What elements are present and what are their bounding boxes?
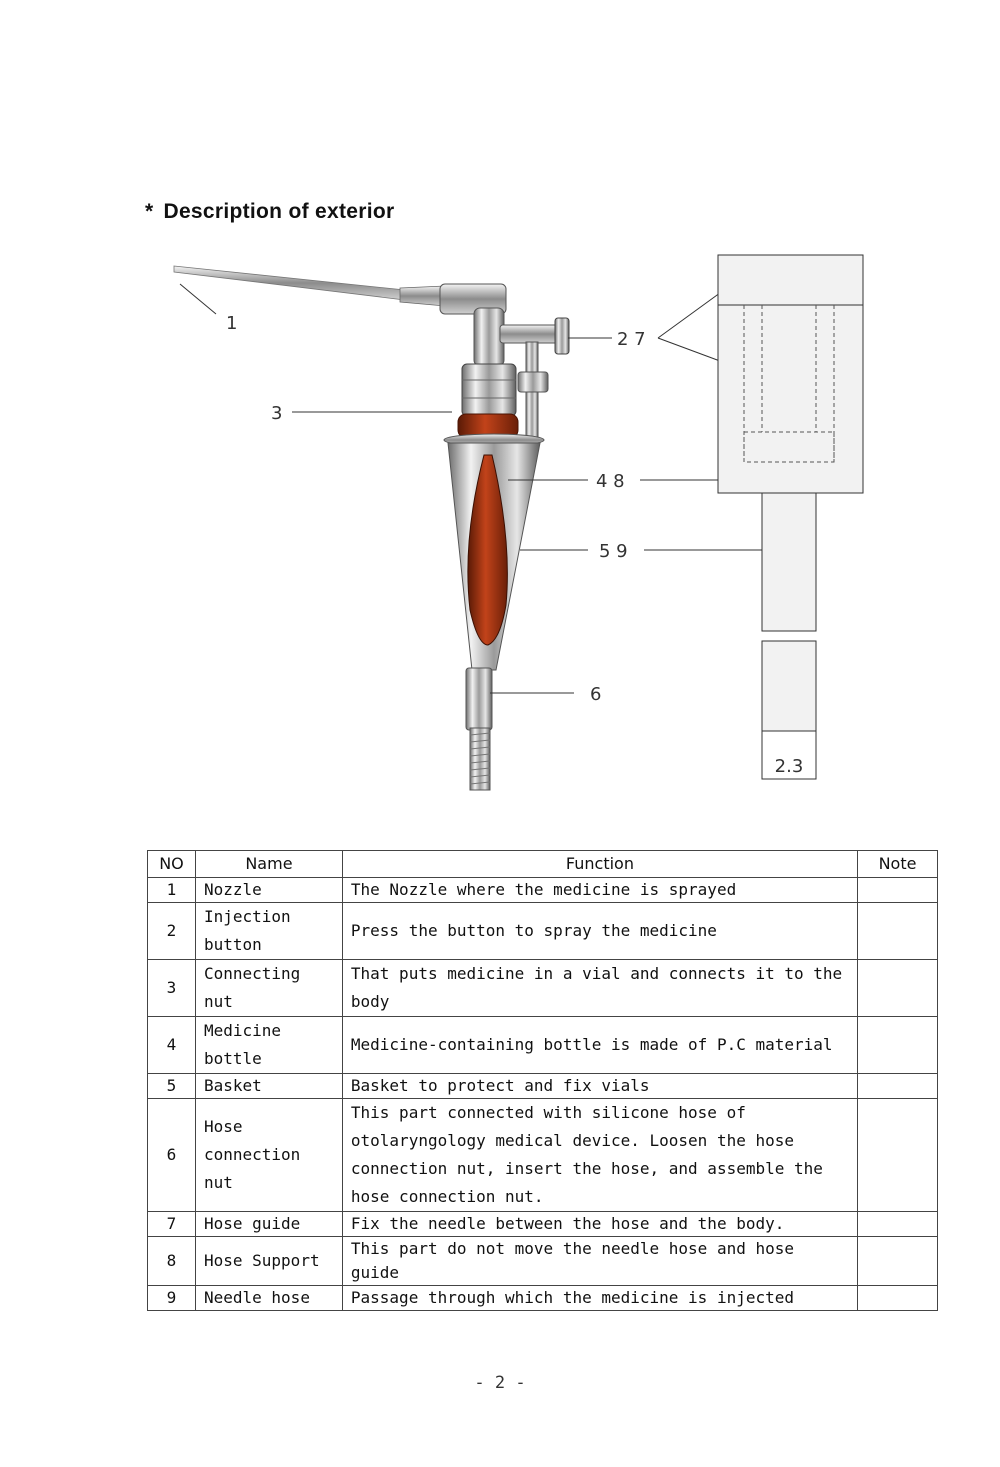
connecting-nut-graphic bbox=[462, 364, 516, 416]
spray-device-illustration bbox=[174, 266, 569, 790]
callout-2-7: 2 7 bbox=[617, 329, 646, 350]
threaded-end bbox=[470, 728, 490, 790]
row-no: 3 bbox=[148, 960, 196, 1017]
row-note bbox=[858, 1286, 938, 1311]
row-no: 7 bbox=[148, 1212, 196, 1237]
nozzle-needle bbox=[174, 266, 405, 300]
row-name: Hose connection nut bbox=[195, 1099, 342, 1212]
header-function: Function bbox=[342, 851, 857, 878]
table-row bbox=[148, 1074, 938, 1099]
callout-5-9: 5 9 bbox=[599, 541, 628, 562]
table-row bbox=[148, 1286, 938, 1311]
row-name: Connecting nut bbox=[195, 960, 342, 1017]
row-function: This part connected with silicone hose of otolaryngology medical device. Loosen the hose connection nut, insert the hose, and assemble the hose connection nut. bbox=[342, 1099, 857, 1212]
callout-4-8: 4 8 bbox=[596, 471, 625, 492]
row-note bbox=[858, 1074, 938, 1099]
row-function: Basket to protect and fix vials bbox=[342, 1074, 857, 1099]
header-name: Name bbox=[195, 851, 342, 878]
page-number: - 2 - bbox=[474, 1373, 526, 1393]
row-no: 8 bbox=[148, 1237, 196, 1286]
callout-1: 1 bbox=[226, 313, 238, 334]
row-name: Medicine bottle bbox=[195, 1017, 342, 1074]
table-row bbox=[148, 1099, 938, 1212]
nozzle-tip-collar bbox=[400, 286, 445, 306]
row-no: 5 bbox=[148, 1074, 196, 1099]
row-function: Passage through which the medicine is injected bbox=[342, 1286, 857, 1311]
row-name: Hose guide bbox=[195, 1212, 342, 1237]
section-heading bbox=[145, 200, 394, 224]
injection-button-knob bbox=[555, 318, 569, 354]
row-no: 6 bbox=[148, 1099, 196, 1212]
valve-rod bbox=[526, 392, 538, 438]
table-row bbox=[148, 1237, 938, 1286]
table-row bbox=[148, 903, 938, 960]
exterior-figure bbox=[0, 240, 1000, 800]
row-note bbox=[858, 1212, 938, 1237]
row-note bbox=[858, 1237, 938, 1286]
callout-3: 3 bbox=[271, 403, 283, 424]
row-function: This part do not move the needle hose and hose guide bbox=[342, 1237, 857, 1286]
row-no: 1 bbox=[148, 878, 196, 903]
row-function: That puts medicine in a vial and connects it to the body bbox=[342, 960, 857, 1017]
schematic-body-block bbox=[718, 305, 863, 493]
row-no: 9 bbox=[148, 1286, 196, 1311]
schematic-needle-hose bbox=[762, 493, 816, 631]
row-note bbox=[858, 878, 938, 903]
side-arm bbox=[500, 325, 560, 343]
heading-bullet: * bbox=[145, 200, 154, 223]
row-name: Needle hose bbox=[195, 1286, 342, 1311]
row-note bbox=[858, 903, 938, 960]
schematic-top-block bbox=[718, 255, 863, 305]
row-note bbox=[858, 1099, 938, 1212]
parts-table bbox=[147, 850, 938, 1311]
table-header-row bbox=[148, 851, 938, 878]
row-name: Nozzle bbox=[195, 878, 342, 903]
table-row bbox=[148, 1017, 938, 1074]
row-no: 2 bbox=[148, 903, 196, 960]
valve-knob bbox=[518, 372, 548, 392]
heading-title: Description of exterior bbox=[163, 200, 395, 223]
row-function: Medicine-containing bottle is made of P.C material bbox=[342, 1017, 857, 1074]
table-row bbox=[148, 878, 938, 903]
table-row bbox=[148, 1212, 938, 1237]
hose-connection-nut-graphic bbox=[466, 668, 492, 730]
row-name: Basket bbox=[195, 1074, 342, 1099]
row-name: Hose Support bbox=[195, 1237, 342, 1286]
hose-guide-schematic bbox=[718, 255, 863, 779]
row-note bbox=[858, 1017, 938, 1074]
row-note bbox=[858, 960, 938, 1017]
row-function: The Nozzle where the medicine is sprayed bbox=[342, 878, 857, 903]
schematic-needle-tip bbox=[762, 641, 816, 731]
row-function: Press the button to spray the medicine bbox=[342, 903, 857, 960]
dimension-label: 2.3 bbox=[774, 756, 804, 777]
row-name: Injection button bbox=[195, 903, 342, 960]
row-no: 4 bbox=[148, 1017, 196, 1074]
row-function: Fix the needle between the hose and the body. bbox=[342, 1212, 857, 1237]
callout-6: 6 bbox=[590, 684, 602, 705]
header-note: Note bbox=[858, 851, 938, 878]
table-row bbox=[148, 960, 938, 1017]
header-no: NO bbox=[148, 851, 196, 878]
leader-1 bbox=[180, 284, 216, 314]
